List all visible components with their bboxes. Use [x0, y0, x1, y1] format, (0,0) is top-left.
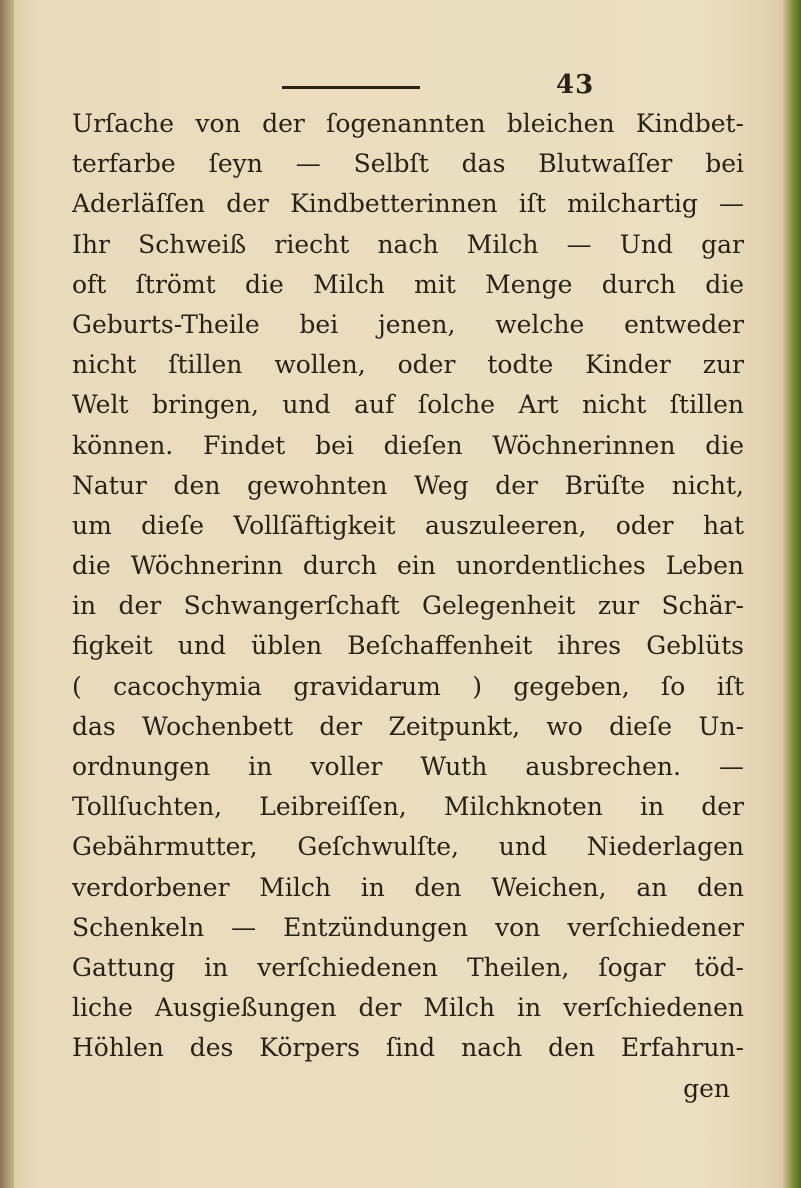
catchword: gen	[683, 1073, 730, 1103]
text-line: in der Schwangerſchaft Gelegenheit zur Schär-	[72, 591, 744, 621]
page-edge	[783, 0, 801, 1188]
text-line: um dieſe Vollſäftigkeit auszuleeren, oder hat	[72, 510, 744, 540]
binding-shadow	[0, 0, 14, 1188]
text-line: Natur den gewohnten Weg der Brüſte nicht,	[72, 470, 744, 500]
text-line: verdorbener Milch in den Weichen, an den	[72, 872, 744, 902]
text-line: terfarbe ſeyn — Selbſt das Blutwaſſer bei	[72, 149, 744, 179]
text-line: Höhlen des Körpers ſind nach den Erfahrun-	[72, 1033, 744, 1063]
text-line: liche Ausgießungen der Milch in verſchiedenen	[72, 993, 744, 1023]
text-line: ( cacochymia gravidarum ) gegeben, ſo iſt	[72, 671, 744, 701]
text-line: Geburts-Theile bei jenen, welche entweder	[72, 309, 744, 339]
text-line: Urſache von der ſogenannten bleichen Kindbet-	[72, 109, 744, 138]
text-line: Aderläſſen der Kindbetterinnen iſt milchartig —	[72, 189, 744, 219]
text-line: das Wochenbett der Zeitpunkt, wo dieſe Un-	[72, 711, 744, 741]
text-line: oft ſtrömt die Milch mit Menge durch die	[72, 269, 744, 299]
text-line: ordnungen in voller Wuth ausbrechen. —	[72, 752, 744, 781]
text-line: Tollſuchten, Leibreiſſen, Milchknoten in der	[72, 792, 744, 822]
text-line: figkeit und üblen Beſchaffenheit ihres Geblüts	[72, 631, 744, 661]
text-line: Welt bringen, und auf ſolche Art nicht ſtillen	[72, 390, 744, 420]
text-line: können. Findet bei dieſen Wöchnerinnen die	[72, 430, 744, 460]
text-line: Schenkeln — Entzündungen von verſchiedener	[72, 912, 744, 942]
body-text	[72, 104, 744, 1109]
text-line: die Wöchnerinn durch ein unordentliches Leben	[72, 551, 744, 581]
text-line: Gattung in verſchiedenen Theilen, ſogar töd-	[72, 952, 744, 982]
header-rule	[282, 86, 420, 89]
text-line: Ihr Schweiß riecht nach Milch — Und gar	[72, 229, 744, 259]
text-line: nicht ſtillen wollen, oder todte Kinder zur	[72, 350, 744, 380]
page-number: 43	[556, 70, 595, 100]
text-line: Gebährmutter, Geſchwulſte, und Niederlagen	[72, 832, 744, 862]
